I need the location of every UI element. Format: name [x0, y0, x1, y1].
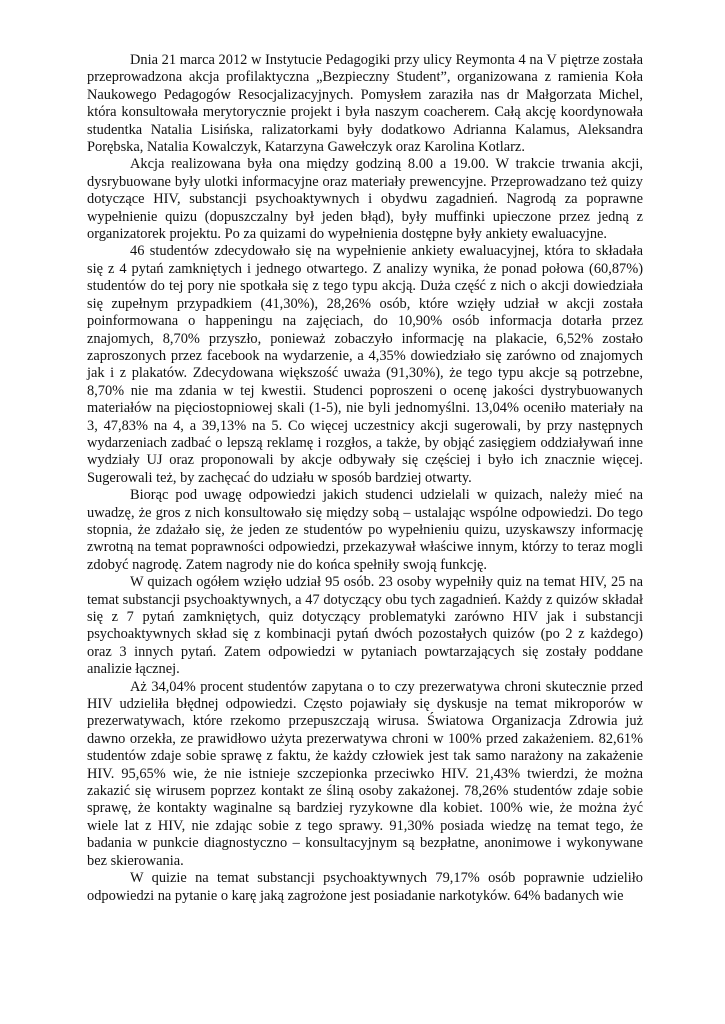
- paragraph-event-schedule: Akcja realizowana była ona między godziną 8.00 a 19.00. W trakcie trwania akcji, dysrybuowane były ulotki informacyjne oraz materiały prewencyjne. Przeprowadzano też quizy dotyczące HIV, substancji psychoaktywnych i obydwu zagadnień. Nagrodą za poprawne wypełnienie quizu (dopuszczalny był jeden błąd), były muffinki upieczone przez jedną z organizatorek projektu. Po za quizami do wypełnienia dostępne były ankiety ewaluacyjne.: [87, 156, 643, 243]
- paragraph-quiz-consultation: Biorąc pod uwagę odpowiedzi jakich studenci udzielali w quizach, należy mieć na uwadzę, że gros z nich konsultowało się między sobą – ustalając wspólne odpowiedzi. Do tego stopnia, że zdażało się, że jeden ze studentów po wypełnieniu quizu, uzyskawszy informację zwrotną na temat poprawności odpowiedzi, przekazywał właściwe innym, którzy to teraz mogli zdobyć nagrodę. Zatem nagrody nie do końca spełniły swoją funkcję.: [87, 487, 643, 573]
- paragraph-event-description: Dnia 21 marca 2012 w Instytucie Pedagogiki przy ulicy Reymonta 4 na V piętrze została przeprowadzona akcja profilaktyczna „Bezpieczny Student”, organizowana z ramienia Koła Naukowego Pedagogów Resocjalizacyjnych. Pomysłem zaraziła nas dr Małgorzata Michel, która konsultowała merytorycznie projekt i była naszym coacherem. Całą akcję koordynowała studentka Natalia Lisińska, ralizatorkami były dodatkowo Adrianna Kalamus, Aleksandra Porębska, Natalia Kowalczyk, Katarzyna Gawełczyk oraz Karolina Kotlarz.: [87, 52, 643, 156]
- paragraph-quiz-participants: W quizach ogółem wzięło udział 95 osób. 23 osoby wypełniły quiz na temat HIV, 25 na temat substancji psychoaktywnych, a 47 dotyczący obu tych zagadnień. Każdy z quizów składał się z 7 pytań zamkniętych, quiz dotyczący problematyki zarówno HIV jak i substancji psychoaktywnych skład się z kombinacji pytań dwóch pozostałych quizów (po 2 z każdego) oraz 3 innych pytań. Zatem odpowiedzi w pytaniach powtarzających się zostały poddane analizie łącznej.: [87, 574, 643, 678]
- paragraph-evaluation-survey: 46 studentów zdecydowało się na wypełnienie ankiety ewaluacyjnej, która to składała się z 4 pytań zamkniętych i jednego otwartego. Z analizy wynika, że ponad połowa (60,87%) studentów do tej pory nie spotkała się z tego typu akcją. Duża część z nich o akcji dowiedziała się zupełnym przypadkiem (41,30%), 28,26% osób, które wzięły udział w akcji została poinformowana o happeningu na zajęciach, do 10,90% osób informacja dotarła przez znajomych, 8,70% przyszło, ponieważ zobaczyło informację na plakacie, 6,52% zostało zaproszonych przez facebook na wydarzenie, a 4,35% dowiedziało się zarówno od znajomych jak i z plakatów. Zdecydowana większość uważa (91,30%), że tego typu akcje są potrzebne, 8,70% nie ma zdania w tej kwestii. Studenci poproszeni o ocenę jakości dystrybuowanych materiałów na pięciostopniowej skali (1-5), nie byli jednomyślni. 13,04% oceniło materiały na 3, 47,83% na 4, a 39,13% na 5. Co więcej uczestnicy akcji sugerowali, by przy następnych wydarzeniach zadbać o lepszą reklamę i rozgłos, a także, by objąć zasięgiem oddziaływań inne wydziały UJ oraz proponowali by akcje odbywały się częściej i było ich znacznie więcej. Sugerowali też, by zachęcać do udziału w sposób bardziej otwarty.: [87, 243, 643, 486]
- document-page: [87, 52, 643, 905]
- paragraph-hiv-quiz-results: Aż 34,04% procent studentów zapytana o to czy prezerwatywa chroni skutecznie przed HIV udzieliła błędnej odpowiedzi. Często pojawiały się dyskusje na temat mikroporów w prezerwatywach, które rzekomo przepuszczają wirusa. Światowa Organizacja Zdrowia już dawno orzekła, ze prawidłowo użyta prezerwatywa chroni w 100% przed zakażeniem. 82,61% studentów zdaje sobie sprawę z faktu, że każdy człowiek jest tak samo narażony na zakażenie HIV. 95,65% wie, że nie istnieje szczepionka przeciwko HIV. 21,43% twierdzi, że można zakazić się wirusem poprzez kontakt ze śliną osoby zakażonej. 78,26% studentów zdaje sobie sprawę, że kontakty waginalne są bardziej ryzykowne dla kobiet. 100% wie, że można żyć wiele lat z HIV, nie zdając sobie z tego sprawy. 91,30% posiada wiedzę na temat tego, że badania w punkcie diagnostyczno – konsultacyjnym są bezpłatne, anonimowe i wykonywane bez skierowania.: [87, 678, 643, 869]
- paragraph-substances-quiz-results: W quizie na temat substancji psychoaktywnych 79,17% osób poprawnie udzieliło odpowiedzi na pytanie o karę jaką zagrożone jest posiadanie narkotyków. 64% badanych wie: [87, 870, 643, 904]
